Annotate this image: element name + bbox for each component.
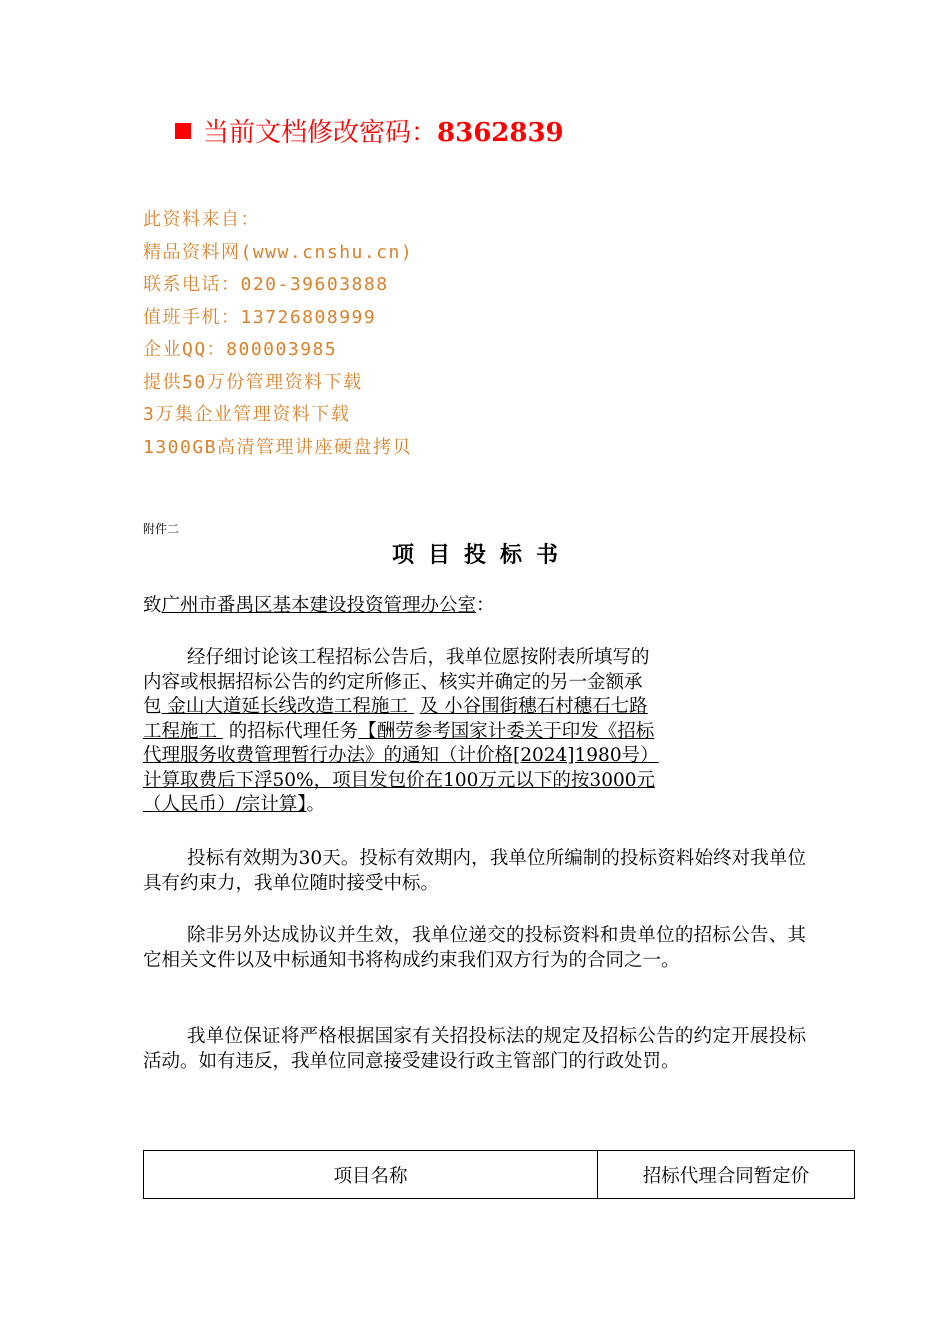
fee-clause-line: 计算取费后下浮50%，项目发包价在100万元以下的按3000元 xyxy=(143,769,656,791)
table-header-contract-price: 招标代理合同暂定价 xyxy=(598,1151,855,1199)
source-line: 值班手机：13726808999 xyxy=(143,306,377,328)
source-line: 精品资料网(www.cnshu.cn) xyxy=(143,241,414,263)
paragraph-3-text: 除非另外达成协议并生效，我单位递交的投标资料和贵单位的招标公告、其它相关文件以及中标通知书将构成约束我们双方行为的合同之一。 xyxy=(143,925,806,971)
text-segment: 的招标代理任务 xyxy=(222,720,359,742)
paragraph-3 xyxy=(143,924,806,973)
paragraph-1-line-3 xyxy=(143,695,806,720)
project-name-a: 金山大道延长线改造工程施工 xyxy=(161,696,414,717)
paragraph-1-line: 内容或根据招标公告的约定所修正、核实并确定的另一金额承 xyxy=(143,671,643,693)
source-line: 1300GB高清管理讲座硬盘拷贝 xyxy=(143,436,413,458)
text-segment: 。 xyxy=(306,794,325,815)
salutation-prefix: 致 xyxy=(143,595,162,616)
table-header-project-name: 项目名称 xyxy=(144,1151,598,1199)
paragraph-1 xyxy=(143,646,806,818)
fee-clause-end: （人民币）/宗计算】 xyxy=(143,794,307,815)
attachment-label: 附件二 xyxy=(143,522,180,536)
text-segment: 包 xyxy=(143,696,162,717)
source-line: 提供50万份管理资料下载 xyxy=(143,371,363,393)
salutation xyxy=(143,594,806,619)
source-line: 此资料来自： xyxy=(143,209,260,230)
project-name-b-part1: 小谷围街穗石村穗石七路 xyxy=(438,696,648,717)
document-title: 项目投标书 xyxy=(391,542,572,568)
password-label: 当前文档修改密码： xyxy=(203,118,438,148)
password-notice xyxy=(175,113,564,153)
source-line: 联系电话：020-39603888 xyxy=(143,274,389,295)
table-header-row xyxy=(144,1151,855,1199)
paragraph-4 xyxy=(143,1025,806,1074)
paragraph-1-line-4 xyxy=(143,720,806,745)
source-line: 3万集企业管理资料下载 xyxy=(143,404,351,425)
fee-clause-part1: 【酬劳参考国家计委关于印发《招标 xyxy=(358,720,655,742)
salutation-suffix: ： xyxy=(476,595,495,616)
paragraph-2 xyxy=(143,847,806,896)
source-info-block xyxy=(143,204,413,464)
paragraph-1-line: 经仔细讨论该工程招标公告后，我单位愿按附表所填写的 xyxy=(187,647,650,668)
source-line: 企业QQ：800003985 xyxy=(143,339,338,360)
bid-table xyxy=(143,1150,855,1199)
paragraph-4-text: 我单位保证将严格根据国家有关招投标法的规定及招标公告的约定开展投标活动。如有违反，我单位同意接受建设行政主管部门的行政处罚。 xyxy=(143,1026,806,1072)
paragraph-1-last-line xyxy=(143,793,806,818)
red-square-icon xyxy=(175,123,191,139)
project-name-b-part2: 工程施工 xyxy=(143,720,223,742)
fee-clause-line: 代理服务收费管理暂行办法》的通知（计价格[2024]1980号） xyxy=(143,745,659,766)
project-conjunction: 及 xyxy=(419,696,439,717)
recipient-name: 广州市番禺区基本建设投资管理办公室 xyxy=(161,595,477,616)
paragraph-2-text: 投标有效期为30天。投标有效期内，我单位所编制的投标资料始终对我单位具有约束力，我单位随时接受中标。 xyxy=(143,848,806,894)
password-code: 8362839 xyxy=(437,118,564,148)
